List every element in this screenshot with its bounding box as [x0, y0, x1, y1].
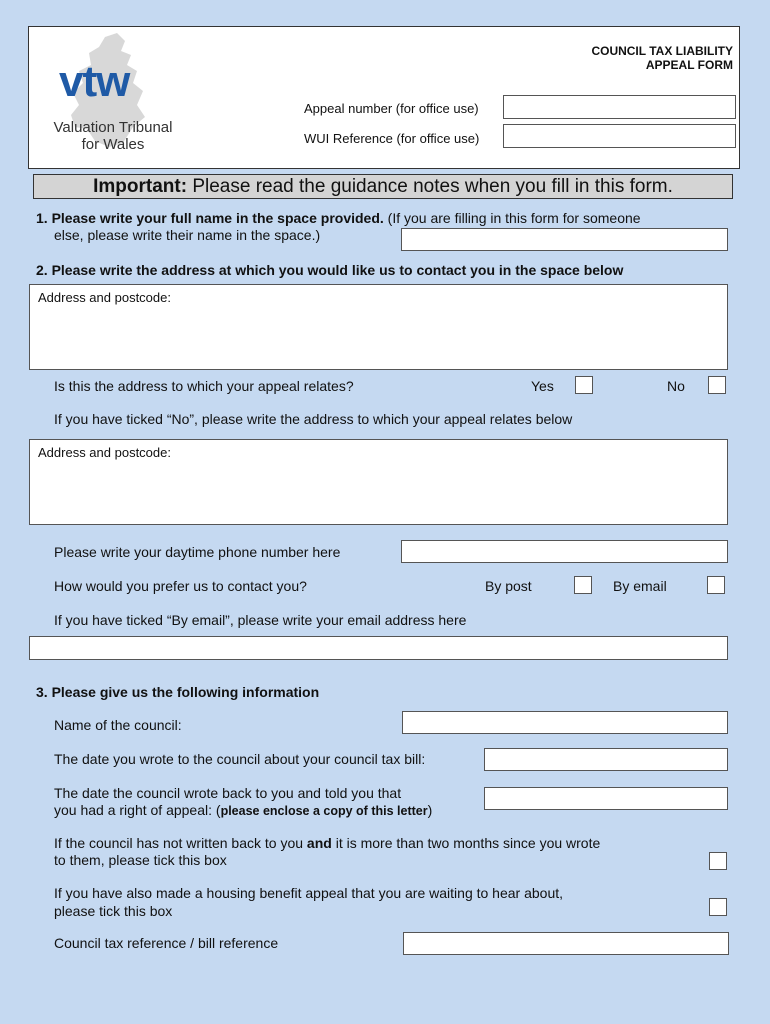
tax-reference-field[interactable]	[403, 932, 729, 955]
organisation-name-line1: Valuation Tribunal	[53, 119, 173, 136]
notice-lead: Important:	[93, 176, 188, 197]
contact-address-label: Address and postcode:	[38, 290, 171, 305]
by-post-checkbox[interactable]	[574, 576, 592, 594]
date-reply-line1: The date the council wrote back to you and told you that	[54, 785, 402, 801]
wui-reference-field[interactable]	[503, 124, 736, 148]
wui-reference-label: WUI Reference (for office use)	[304, 131, 480, 146]
council-name-field[interactable]	[402, 711, 728, 734]
form-title-line1: COUNCIL TAX LIABILITY	[591, 44, 733, 58]
no-reply-line1-end: it is more than two months since you wrote	[331, 835, 601, 851]
contact-address-field[interactable]	[29, 284, 728, 370]
date-reply-line2-end: )	[427, 802, 433, 818]
by-post-label: By post	[485, 578, 532, 594]
email-field[interactable]	[29, 636, 728, 660]
full-name-field[interactable]	[401, 228, 728, 251]
date-reply-field[interactable]	[484, 787, 728, 810]
vtw-logo-text: vtw	[59, 57, 130, 106]
housing-benefit-line2: please tick this box	[54, 903, 173, 919]
address-relates-question: Is this the address to which your appeal relates?	[54, 378, 354, 394]
if-no-instruction: If you have ticked “No”, please write the address to which your appeal relates below	[54, 411, 573, 427]
form-header	[28, 26, 740, 169]
phone-field[interactable]	[401, 540, 728, 563]
section1-line2: else, please write their name in the space.)	[54, 227, 321, 243]
appeal-number-label: Appeal number (for office use)	[304, 101, 479, 116]
no-reply-line1	[54, 835, 600, 852]
date-reply-line2	[54, 802, 432, 820]
no-reply-line1-start: If the council has not written back to you	[54, 835, 307, 851]
form-title	[591, 44, 733, 72]
date-reply-line2-start: you had a right of appeal: (	[54, 802, 221, 818]
housing-benefit-checkbox[interactable]	[709, 898, 727, 916]
section1-heading: 1. Please write your full name in the space provided.	[36, 210, 384, 226]
organisation-name	[43, 119, 183, 153]
phone-label: Please write your daytime phone number here	[54, 544, 341, 560]
no-label: No	[667, 378, 685, 394]
section2-heading: 2. Please write the address at which you would like us to contact you in the space below	[36, 262, 624, 278]
yes-label: Yes	[531, 378, 554, 394]
housing-benefit-line1: If you have also made a housing benefit appeal that you are waiting to hear about,	[54, 885, 564, 901]
date-wrote-label: The date you wrote to the council about your council tax bill:	[54, 751, 426, 767]
section3-heading: 3. Please give us the following information	[36, 684, 320, 700]
organisation-name-line2: for Wales	[81, 136, 145, 153]
by-email-checkbox[interactable]	[707, 576, 725, 594]
enclose-letter-note: please enclose a copy of this letter	[220, 804, 428, 818]
no-reply-emphasis: and	[306, 835, 332, 851]
tax-reference-label: Council tax reference / bill reference	[54, 935, 279, 951]
date-wrote-field[interactable]	[484, 748, 728, 771]
important-notice	[33, 174, 733, 199]
by-email-label: By email	[613, 578, 667, 594]
contact-preference-question: How would you prefer us to contact you?	[54, 578, 307, 594]
no-reply-checkbox[interactable]	[709, 852, 727, 870]
notice-text: Please read the guidance notes when you fill in this form.	[192, 176, 673, 197]
email-instruction: If you have ticked “By email”, please write your email address here	[54, 612, 467, 628]
no-reply-line2: to them, please tick this box	[54, 852, 227, 868]
appeal-address-label: Address and postcode:	[38, 445, 171, 460]
council-name-label: Name of the council:	[54, 717, 182, 733]
appeal-number-field[interactable]	[503, 95, 736, 119]
yes-checkbox[interactable]	[575, 376, 593, 394]
section1-note: (If you are filling in this form for someone	[387, 210, 641, 226]
section1-line1	[36, 210, 641, 227]
form-title-line2: APPEAL FORM	[645, 58, 733, 72]
appeal-address-field[interactable]	[29, 439, 728, 525]
no-checkbox[interactable]	[708, 376, 726, 394]
